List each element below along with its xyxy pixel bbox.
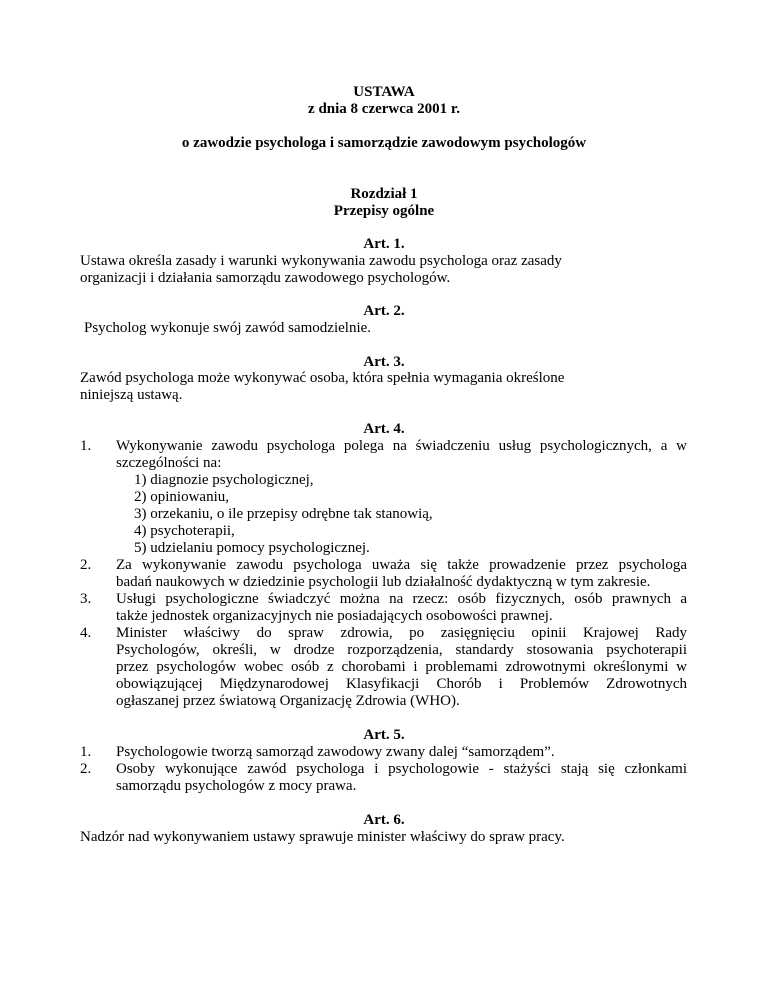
art-4-p1-line: szczególności na: — [116, 455, 222, 471]
art-3-heading: Art. 3. — [363, 354, 405, 370]
art-2-line: Psycholog wykonuje swój zawód samodzielnie. — [84, 320, 372, 336]
art-4-p1-item: 1) diagnozie psychologicznej, — [134, 472, 314, 488]
art-4-p4-line: Psychologów, określi, w drodze rozporządzenia, standardy stosowania psychoterapii — [116, 642, 687, 658]
art-4-p1-item: 5) udzielaniu pomocy psychologicznej. — [134, 540, 370, 556]
art-4-p4-line: przez psychologów wobec osób z chorobami i problemami zdrowotnymi określonymi w — [116, 659, 687, 675]
act-date: z dnia 8 czerwca 2001 r. — [308, 101, 460, 117]
art-1-line: organizacji i działania samorządu zawodowego psychologów. — [80, 270, 451, 286]
art-4-p3-number: 3. — [80, 591, 92, 607]
art-4-p2-number: 2. — [80, 557, 92, 573]
art-4-p1-item: 3) orzekaniu, o ile przepisy odrębne tak stanowią, — [134, 506, 433, 522]
art-6-heading: Art. 6. — [363, 812, 405, 828]
art-5-p1-line: Psychologowie tworzą samorząd zawodowy zwany dalej “samorządem”. — [116, 744, 555, 760]
art-3-line: Zawód psychologa może wykonywać osoba, która spełnia wymagania określone — [80, 370, 565, 386]
art-2-heading: Art. 2. — [363, 303, 405, 319]
art-4-p3-line: także jednostek organizacyjnych nie posiadających osobowości prawnej. — [116, 608, 553, 624]
art-6-line: Nadzór nad wykonywaniem ustawy sprawuje minister właściwy do spraw pracy. — [80, 829, 565, 845]
art-4-p1-item: 2) opiniowaniu, — [134, 489, 229, 505]
art-5-heading: Art. 5. — [363, 727, 405, 743]
act-subject: o zawodzie psychologa i samorządzie zawodowym psychologów — [181, 135, 587, 151]
art-4-p4-line: ogłaszanej przez światową Organizację Zdrowia (WHO). — [116, 693, 460, 709]
chapter-title: Przepisy ogólne — [333, 203, 435, 219]
chapter-number: Rozdział 1 — [350, 186, 418, 202]
art-5-p2-line: Osoby wykonujące zawód psychologa i psychologowie - stażyści stają się członkami — [116, 761, 687, 777]
art-4-p1-item: 4) psychoterapii, — [134, 523, 235, 539]
art-4-p4-line: obowiązującej Międzynarodowej Klasyfikacji Chorób i Problemów Zdrowotnych — [116, 676, 687, 692]
art-5-p1-number: 1. — [80, 744, 92, 760]
art-4-p4-number: 4. — [80, 625, 92, 641]
art-4-heading: Art. 4. — [363, 421, 405, 437]
art-5-p2-number: 2. — [80, 761, 92, 777]
art-4-p4-line: Minister właściwy do spraw zdrowia, po zasięgnięciu opinii Krajowej Rady — [116, 625, 687, 641]
art-4-p2-line: badań naukowych w dziedzinie psychologii lub działalność dydaktyczną w tym zakresie. — [116, 574, 651, 590]
art-1-heading: Art. 1. — [363, 236, 405, 252]
art-4-p1-number: 1. — [80, 438, 92, 454]
art-3-line: niniejszą ustawą. — [80, 387, 183, 403]
art-4-p3-line: Usługi psychologiczne świadczyć można na rzecz: osób fizycznych, osób prawnych a — [116, 591, 687, 607]
art-5-p2-line: samorządu psychologów z mocy prawa. — [116, 778, 357, 794]
act-title: USTAWA — [353, 84, 415, 100]
art-4-p1-line: Wykonywanie zawodu psychologa polega na świadczeniu usług psychologicznych, a w — [116, 438, 687, 454]
art-4-p2-line: Za wykonywanie zawodu psychologa uważa się także prowadzenie przez psychologa — [116, 557, 687, 573]
art-1-line: Ustawa określa zasady i warunki wykonywania zawodu psychologa oraz zasady — [80, 253, 562, 269]
